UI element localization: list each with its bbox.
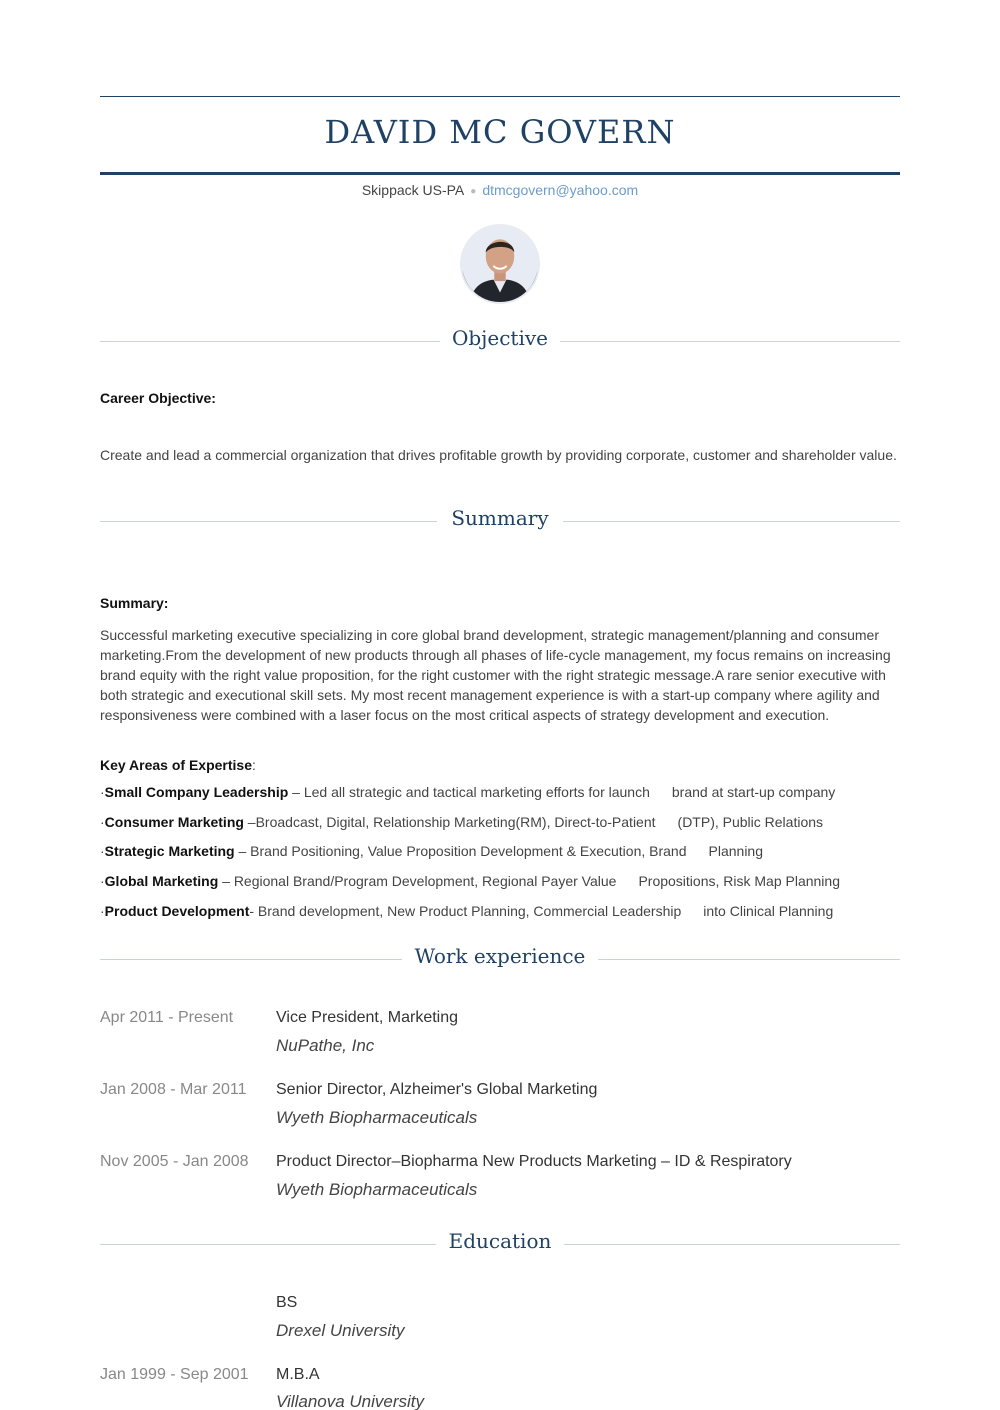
email-link[interactable]: dtmcgovern@yahoo.com bbox=[482, 182, 639, 198]
education-school: Villanova University bbox=[276, 1392, 425, 1410]
education-school: Drexel University bbox=[276, 1321, 405, 1340]
career-objective-label: Career Objective: bbox=[100, 390, 216, 406]
section-divider bbox=[560, 341, 900, 342]
job-dates: Jan 2008 - Mar 2011 bbox=[100, 1081, 247, 1098]
job-company: Wyeth Biopharmaceuticals bbox=[276, 1180, 478, 1199]
section-divider bbox=[563, 521, 900, 522]
section-education-header bbox=[100, 1229, 900, 1259]
expertise-item: ·Strategic Marketing – Brand Positioning, Value Proposition Development & Execution, Brand Planning bbox=[100, 843, 764, 859]
location-text: Skippack US-PA bbox=[361, 182, 465, 198]
expertise-colon: : bbox=[252, 757, 256, 773]
section-divider bbox=[598, 959, 900, 960]
job-company: NuPathe, Inc bbox=[276, 1036, 375, 1055]
expertise-heading bbox=[100, 755, 900, 775]
expertise-label: Key Areas of Expertise bbox=[100, 757, 252, 773]
job-title: Senior Director, Alzheimer's Global Marketing bbox=[276, 1081, 598, 1098]
section-work-header bbox=[100, 944, 900, 974]
summary-label: Summary: bbox=[100, 595, 169, 611]
section-title: Work experience bbox=[414, 944, 586, 968]
job-title: Vice President, Marketing bbox=[276, 1009, 459, 1026]
expertise-item: ·Small Company Leadership – Led all strategic and tactical marketing efforts for launch brand at start-up company bbox=[100, 784, 836, 800]
profile-photo bbox=[460, 224, 540, 304]
candidate-name: DAVID MC GOVERN bbox=[324, 113, 676, 151]
header-top-rule bbox=[100, 96, 900, 97]
job-title: Product Director–Biopharma New Products Marketing – ID & Respiratory bbox=[276, 1153, 792, 1170]
expertise-item: ·Global Marketing – Regional Brand/Program Development, Regional Payer Value Propositions, Risk Map Planning bbox=[100, 873, 840, 889]
education-degree: M.B.A bbox=[276, 1366, 320, 1383]
expertise-item: ·Consumer Marketing –Broadcast, Digital, Relationship Marketing(RM), Direct-to-Patient (DTP), Public Relations bbox=[100, 814, 824, 830]
section-title: Education bbox=[448, 1229, 552, 1253]
section-objective-header bbox=[100, 326, 900, 356]
section-title: Summary bbox=[451, 506, 549, 530]
section-title: Objective bbox=[451, 326, 548, 350]
summary-text: Successful marketing executive specializing in core global brand development, strategic management/planning and consumer marketing.From the development of new products through all phases of life-cycle management, my focus remains on increasing brand equity with the right value proposition, for the right customer with the right strategic message.A rare senior executive with both strategic and executional skill sets. My most recent management experience is with a start-up company where agility and responsiveness were combined with a laser focus on the most critical aspects of strategy development and execution. bbox=[100, 627, 891, 723]
section-divider bbox=[564, 1244, 900, 1245]
header-bottom-rule bbox=[100, 172, 900, 175]
education-degree: BS bbox=[276, 1294, 298, 1311]
career-objective-text: Create and lead a commercial organization that drives profitable growth by providing corporate, customer and shareholder value. bbox=[100, 447, 897, 463]
separator-dot-icon: ● bbox=[470, 185, 477, 197]
expertise-item: ·Product Development- Brand development, New Product Planning, Commercial Leadership into Clinical Planning bbox=[100, 903, 834, 919]
job-company: Wyeth Biopharmaceuticals bbox=[276, 1108, 478, 1127]
job-dates: Nov 2005 - Jan 2008 bbox=[100, 1153, 249, 1170]
job-dates: Apr 2011 - Present bbox=[100, 1009, 234, 1026]
contact-line bbox=[100, 182, 900, 198]
education-dates: Jan 1999 - Sep 2001 bbox=[100, 1366, 249, 1383]
section-summary-header bbox=[100, 506, 900, 536]
